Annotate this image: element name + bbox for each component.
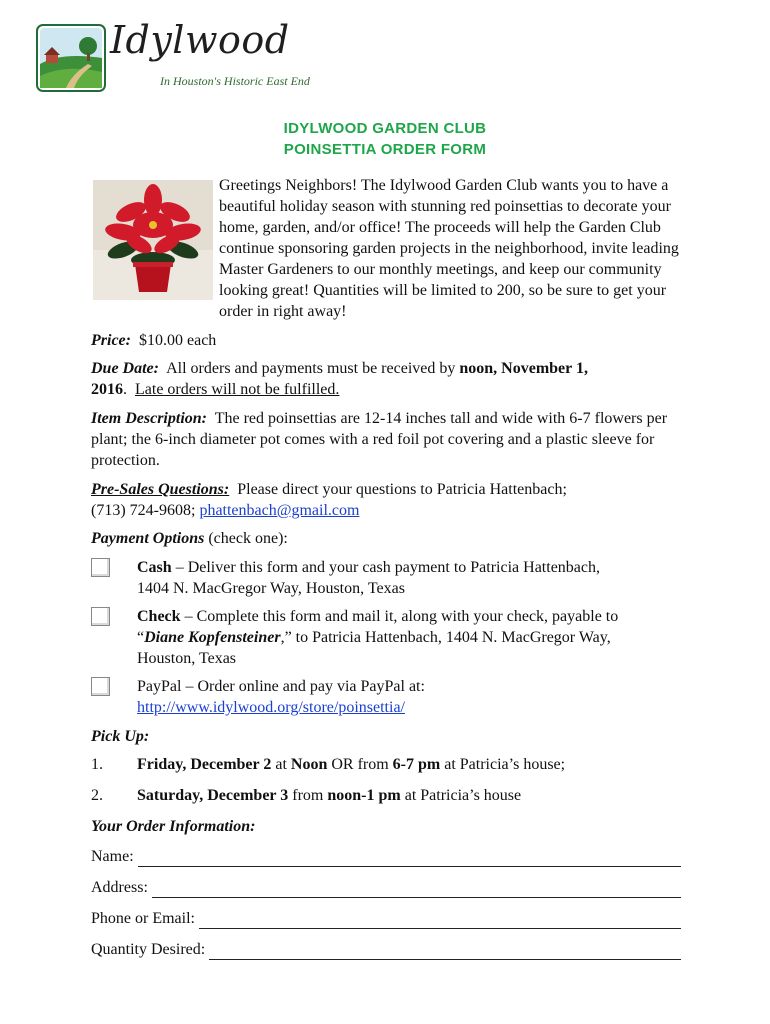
presales-paragraph: [91, 479, 691, 521]
address-field[interactable]: [152, 881, 681, 898]
presales-text: Please direct your questions to Patricia Hattenbach;: [237, 481, 567, 498]
name-field-row: [91, 846, 681, 867]
check-text2: ,” to Patricia Hattenbach, 1404 N. MacGregor Way,: [280, 629, 611, 646]
item-description-text: The red poinsettias are 12-14 inches tall and wide with 6-7 flowers per plant; the 6-inch diameter pot comes with a red foil pot covering and a plastic sleeve for protection.: [91, 410, 668, 469]
cash-option: [137, 557, 697, 599]
pickup-2: [137, 785, 521, 806]
contact-field-row: [91, 908, 681, 929]
check-open-quote: “: [137, 629, 145, 646]
late-orders-note: Late orders will not be fulfilled.: [135, 381, 340, 398]
contact-field-label: Phone or Email:: [91, 910, 195, 927]
pickup-1-rest: at Patricia’s house;: [444, 756, 566, 773]
name-field[interactable]: [138, 850, 681, 867]
cash-text: – Deliver this form and your cash payment to Patricia Hattenbach,: [175, 559, 600, 576]
presales-phone: (713) 724-9608;: [91, 502, 196, 519]
order-info-heading: [91, 816, 691, 837]
check-option: [137, 606, 697, 669]
due-sep: .: [123, 381, 127, 398]
due-deadline-a: noon, November 1,: [459, 360, 588, 377]
paypal-store-link[interactable]: http://www.idylwood.org/store/poinsettia/: [137, 699, 405, 716]
contact-field[interactable]: [199, 912, 681, 929]
landscape-logo-icon: [36, 24, 106, 92]
price-value: $10.00 each: [138, 332, 217, 349]
pickup-2-rest: at Patricia’s house: [404, 787, 522, 804]
due-date-text: All orders and payments must be received by: [166, 360, 456, 377]
paypal-checkbox[interactable]: [91, 677, 110, 696]
due-date-paragraph: [91, 358, 691, 400]
check-payee: Diane Kopfensteiner: [144, 629, 281, 646]
logo-tagline: In Houston's Historic East End: [160, 74, 310, 88]
address-field-row: [91, 877, 681, 898]
quantity-field[interactable]: [209, 943, 681, 960]
check-title: Check: [137, 608, 181, 625]
price-line: [91, 330, 691, 351]
idylwood-logo: [36, 18, 336, 94]
pickup-1-number: 1.: [91, 756, 103, 773]
check-text: – Complete this form and mail it, along with your check, payable to: [184, 608, 619, 625]
pickup-2-time: noon-1 pm: [327, 787, 401, 804]
due-deadline-b: 2016: [91, 381, 123, 398]
pickup-1-time2: 6-7 pm: [392, 756, 441, 773]
payment-options-heading: [91, 528, 691, 549]
quantity-field-row: [91, 939, 681, 960]
poinsettia-photo: [93, 180, 213, 300]
payment-options-suffix: (check one):: [208, 530, 288, 547]
check-checkbox[interactable]: [91, 607, 110, 626]
payment-options-label: Payment Options: [91, 530, 205, 547]
pickup-1-or: OR from: [331, 756, 389, 773]
pickup-2-day: Saturday, December 3: [137, 787, 289, 804]
pickup-label: Pick Up:: [91, 728, 150, 745]
pickup-1-time1: Noon: [290, 756, 328, 773]
quantity-field-label: Quantity Desired:: [91, 941, 206, 958]
cash-address: 1404 N. MacGregor Way, Houston, Texas: [137, 580, 405, 597]
check-text3: Houston, Texas: [137, 650, 237, 667]
pickup-heading: [91, 726, 691, 747]
cash-checkbox[interactable]: [91, 558, 110, 577]
paypal-text: PayPal – Order online and pay via PayPal at:: [137, 678, 425, 695]
intro-paragraph: Greetings Neighbors! The Idylwood Garden Club wants you to have a beautiful holiday season with stunning red poinsettias to decorate your home, garden, and/or office! The proceeds will help the Garden Club continue sponsoring garden projects in the neighborhood, invite leading Master Gardeners to our monthly meetings, and keep our community looking great! Quantities will be limited to 200, so be sure to get your order in right away!: [219, 177, 679, 320]
price-label: Price:: [91, 332, 131, 349]
name-field-label: Name:: [91, 848, 134, 865]
pickup-1: [137, 754, 565, 775]
club-title: IDYLWOOD GARDEN CLUB: [283, 120, 487, 137]
due-date-label: Due Date:: [91, 360, 159, 377]
presales-email-link[interactable]: phattenbach@gmail.com: [199, 502, 360, 519]
pickup-1-day: Friday, December 2: [137, 756, 272, 773]
pickup-2-number: 2.: [91, 787, 103, 804]
pickup-2-from: from: [292, 787, 324, 804]
pickup-1-at: at: [275, 756, 287, 773]
order-info-label: Your Order Information:: [91, 818, 256, 835]
item-description-paragraph: [91, 408, 691, 471]
logo-wordmark: Idylwood: [110, 18, 290, 62]
form-title: POINSETTIA ORDER FORM: [283, 141, 487, 158]
address-field-label: Address:: [91, 879, 148, 896]
paypal-option: [137, 676, 697, 718]
presales-label: Pre-Sales Questions:: [91, 481, 230, 498]
item-description-label: Item Description:: [91, 410, 207, 427]
cash-title: Cash: [137, 559, 172, 576]
